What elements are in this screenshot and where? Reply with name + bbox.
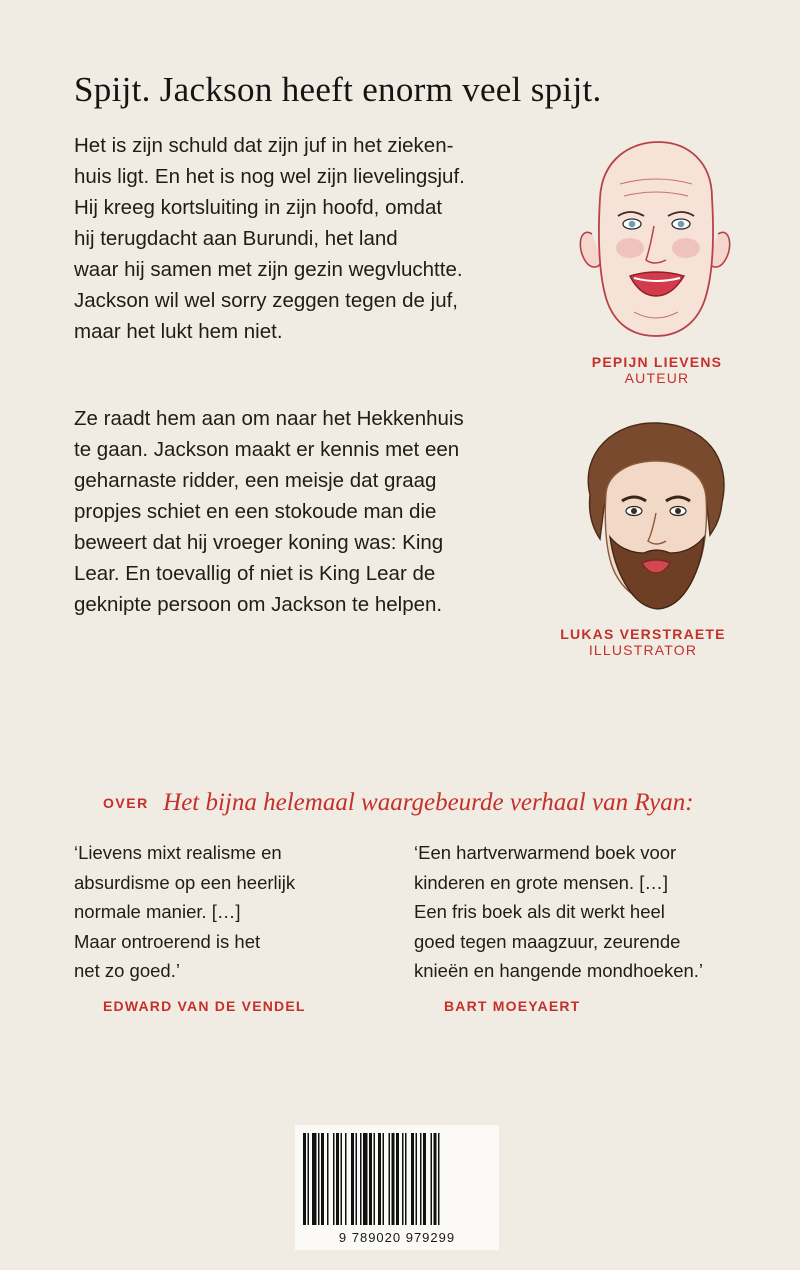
quote-line: Maar ontroerend is het <box>74 930 261 952</box>
author-portrait <box>570 136 740 346</box>
review-author-2: BART MOEYAERT <box>444 998 581 1014</box>
barcode-bar <box>369 1133 372 1225</box>
blurb-line: hij terugdacht aan Burundi, het land <box>74 227 398 250</box>
barcode-bar <box>431 1133 433 1225</box>
quote-line: goed tegen maagzuur, zeurende <box>414 930 681 952</box>
illustrator-name: LUKAS VERSTRAETE <box>560 626 726 642</box>
isbn-number: 9 789020 979299 <box>338 1230 456 1245</box>
barcode-bar <box>333 1133 335 1225</box>
reviews-heading <box>103 789 694 817</box>
review-quote-1 <box>74 838 295 986</box>
quote-line: net zo goed.’ <box>74 960 180 981</box>
barcode-bar <box>345 1133 347 1225</box>
quote-line: ‘Een hartverwarmend boek voor <box>414 842 677 863</box>
barcode-bar <box>434 1133 437 1225</box>
blurb-line: propjes schiet en een stokoude man die <box>74 500 437 523</box>
quote-line: ‘Lievens mixt realisme en <box>74 842 282 863</box>
barcode-bar <box>405 1133 407 1225</box>
barcode-bar <box>392 1133 395 1225</box>
barcode-bar <box>360 1133 362 1225</box>
blurb-line: Hij kreeg kortsluiting in zijn hoofd, omdat <box>74 196 443 219</box>
barcode-bar <box>318 1133 320 1225</box>
barcode-bar <box>411 1133 414 1225</box>
blurb-line: beweert dat hij vroeger koning was: King <box>74 531 444 554</box>
headline: Spijt. Jackson heeft enorm veel spijt. <box>74 70 602 109</box>
barcode-bar <box>308 1133 310 1225</box>
barcode-bar <box>356 1133 358 1225</box>
illustrator-role: ILLUSTRATOR <box>588 642 698 658</box>
barcode-bar <box>327 1133 329 1225</box>
review-quote-2 <box>414 838 703 986</box>
blurb-line: te gaan. Jackson maakt er kennis met een <box>74 438 460 461</box>
quote-line: kinderen en grote mensen. […] <box>414 871 669 893</box>
blurb-line: Lear. En toevallig of niet is King Lear de <box>74 562 436 585</box>
barcode-bar <box>423 1133 426 1225</box>
barcode-bar <box>383 1133 385 1225</box>
illustrator-credit <box>548 626 738 658</box>
barcode-bar <box>438 1133 440 1225</box>
barcode-bar <box>341 1133 343 1225</box>
barcode-bar <box>389 1133 391 1225</box>
quote-line: knieën en hangende mondhoeken.’ <box>414 960 704 981</box>
barcode-bar <box>402 1133 404 1225</box>
quote-line: Een fris boek als dit werkt heel <box>414 901 665 922</box>
author-role: AUTEUR <box>624 370 690 386</box>
barcode-bar <box>420 1133 422 1225</box>
barcode-bar <box>416 1133 418 1225</box>
quote-line: absurdisme op een heerlijk <box>74 871 296 893</box>
barcode-bar <box>336 1133 339 1225</box>
barcode-bar <box>374 1133 376 1225</box>
barcode-bar <box>396 1133 399 1225</box>
reviewed-book-title: Het bijna helemaal waargebeurde verhaal van Ryan: <box>163 789 694 816</box>
blurb-line: waar hij samen met zijn gezin wegvluchtte. <box>74 258 463 281</box>
barcode-bar <box>312 1133 317 1225</box>
blurb-line: geknipte persoon om Jackson te helpen. <box>74 593 443 616</box>
author-credit <box>562 354 752 386</box>
blurb-line: geharnaste ridder, een meisje dat graag <box>74 469 437 492</box>
review-author-1: EDWARD VAN DE VENDEL <box>103 998 306 1014</box>
blurb-line: huis ligt. En het is nog wel zijn lievelingsjuf. <box>74 165 465 188</box>
blurb-line: Jackson wil wel sorry zeggen tegen de juf, <box>74 289 459 312</box>
blurb-line: maar het lukt hem niet. <box>74 320 283 343</box>
blurb-paragraph-1 <box>74 130 574 347</box>
barcode-bar <box>378 1133 381 1225</box>
author-name: PEPIJN LIEVENS <box>591 354 723 370</box>
isbn-barcode <box>295 1125 499 1250</box>
illustrator-portrait <box>570 417 740 617</box>
blurb-line: Het is zijn schuld dat zijn juf in het zieken- <box>74 134 454 157</box>
quote-line: normale manier. […] <box>74 901 241 922</box>
barcode-bars <box>301 1133 493 1227</box>
blurb-line: Ze raadt hem aan om naar het Hekkenhuis <box>74 407 464 430</box>
barcode-bar <box>321 1133 324 1225</box>
barcode-bar <box>303 1133 306 1225</box>
over-label: OVER <box>103 795 149 811</box>
barcode-bar <box>363 1133 368 1225</box>
barcode-bar <box>351 1133 354 1225</box>
blurb-paragraph-2 <box>74 403 574 620</box>
